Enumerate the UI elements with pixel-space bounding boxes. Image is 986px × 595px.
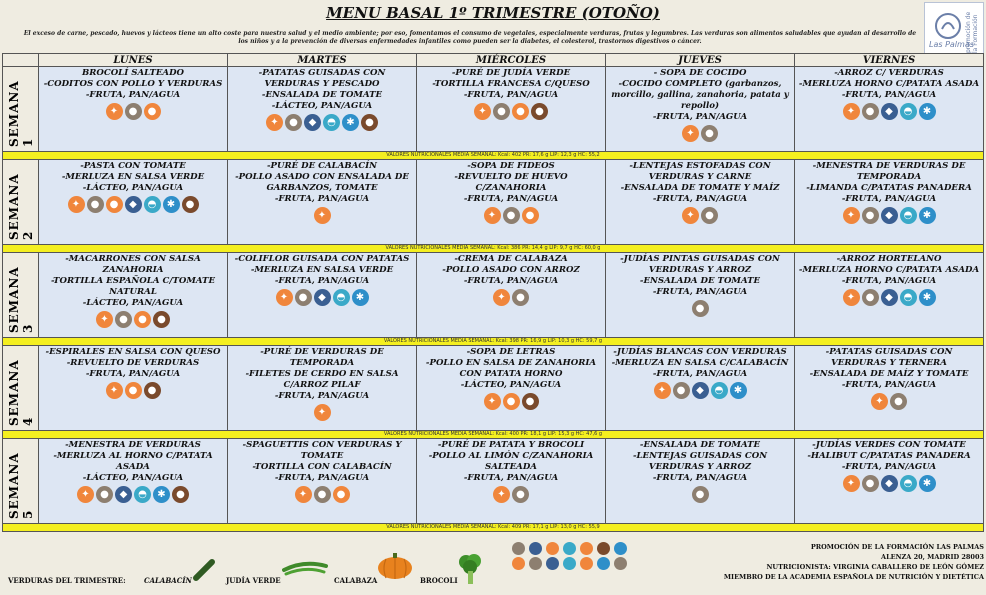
menu-cell <box>606 439 795 524</box>
legume-allergen-icon: ● <box>862 289 879 306</box>
cereal-allergen-icon: ✦ <box>314 207 331 224</box>
cereal-allergen-icon: ✦ <box>484 207 501 224</box>
corner-cell <box>3 54 39 67</box>
crab-allergen-icon: ✱ <box>342 114 359 131</box>
menu-cell <box>228 67 417 152</box>
egg-allergen-icon: ● <box>503 393 520 410</box>
cereal-allergen-icon: ✦ <box>871 393 888 410</box>
egg-allergen-icon: ● <box>333 486 350 503</box>
dish-list: -JUDÍAS BLANCAS CON VERDURAS -MERLUZA EN SALSA C/CALABACÍN -FRUTA, PAN/AGUA <box>611 347 789 379</box>
cereal-allergen-icon: ✦ <box>266 114 283 131</box>
week-label: SEMANA 3 <box>7 266 35 333</box>
allergen-icons <box>417 289 605 306</box>
cereal-allergen-icon: ✦ <box>493 289 510 306</box>
allergen-icons <box>39 382 227 399</box>
fish-allergen-icon: ◆ <box>115 486 132 503</box>
cereal-allergen-icon: ✦ <box>493 486 510 503</box>
dairy-allergen-icon: ● <box>361 114 378 131</box>
allergen-icons <box>606 207 794 224</box>
cereal-allergen-icon: ✦ <box>843 207 860 224</box>
nutrition-values: VALORES NUTRICIONALES MEDIA SEMANAL: Kcal: 398 PR: 16,9 g LIP: 10,3 g HC: 59,7 g <box>3 338 984 346</box>
allergen-icons <box>39 196 227 213</box>
shell-allergen-icon: ◓ <box>900 103 917 120</box>
menu-body <box>3 67 984 532</box>
credit-line: PROMOCIÓN DE LA FORMACIÓN LAS PALMAS <box>810 543 984 551</box>
egg-allergen-icon: ● <box>106 196 123 213</box>
week-label: SEMANA 2 <box>7 173 35 240</box>
day-header: LUNES <box>39 54 228 67</box>
legume-allergen-icon: ● <box>692 300 709 317</box>
menu-cell <box>228 160 417 245</box>
allergen-icons <box>417 393 605 410</box>
week-cell <box>3 160 39 245</box>
dish-list: -PATATAS GUISADAS CON VERDURAS Y PESCADO -ENSALADA DE TOMATE -LÁCTEO, PAN/AGUA <box>258 68 386 111</box>
veg-label: BROCOLI <box>420 576 458 585</box>
cereal-allergen-icon: ✦ <box>77 486 94 503</box>
menu-title: MENU BASAL 1º TRIMESTRE (OTOÑO) <box>326 4 660 22</box>
week-row <box>3 67 984 152</box>
cereal-allergen-icon: ✦ <box>843 103 860 120</box>
legume-allergen-icon: ● <box>503 207 520 224</box>
broccoli-icon <box>456 552 484 586</box>
fish-allergen-icon: ◆ <box>692 382 709 399</box>
shell-allergen-icon: ◓ <box>134 486 151 503</box>
menu-cell <box>606 67 795 152</box>
crab-allergen-icon: ✱ <box>919 289 936 306</box>
egg-allergen-icon: ● <box>134 311 151 328</box>
nutrition-values: VALORES NUTRICIONALES MEDIA SEMANAL: Kcal: 402 PR: 17,6 g LIP: 12,3 g HC: 55,2 <box>3 152 984 160</box>
green-bean-icon <box>282 558 328 578</box>
week-row <box>3 439 984 524</box>
legume-allergen-icon: ● <box>890 393 907 410</box>
cereal-allergen-icon: ✦ <box>96 311 113 328</box>
menu-cell <box>795 67 984 152</box>
menu-cell <box>39 160 228 245</box>
menu-cell <box>417 67 606 152</box>
credit-line: NUTRICIONISTA: VIRGINIA CABALLERO DE LEÓN GÓMEZ <box>766 563 984 571</box>
allergen-icons <box>606 300 794 317</box>
veg-label: CALABACÍN <box>144 576 192 585</box>
legume-allergen-icon: ● <box>285 114 302 131</box>
legume-allergen-icon: ● <box>96 486 113 503</box>
cereal-allergen-icon: ✦ <box>682 125 699 142</box>
dairy-allergen-icon: ● <box>144 382 161 399</box>
shell-allergen-icon: ◓ <box>900 475 917 492</box>
crab-legend-icon <box>597 557 610 570</box>
week-cell <box>3 253 39 338</box>
cereal-allergen-icon: ✦ <box>68 196 85 213</box>
credit-line: ALENZA 20, MADRID 28003 <box>881 553 984 561</box>
allergen-icons <box>228 207 416 224</box>
dish-list: -MACARRONES CON SALSA ZANAHORIA -TORTILLA ESPAÑOLA C/TOMATE NATURAL -LÁCTEO, PAN/AGUA <box>51 254 215 308</box>
cereal-allergen-icon: ✦ <box>276 289 293 306</box>
allergen-icons <box>39 486 227 503</box>
menu-cell <box>39 67 228 152</box>
legume-allergen-icon: ● <box>512 289 529 306</box>
legume-allergen-icon: ● <box>295 289 312 306</box>
allergen-icons <box>228 486 416 503</box>
allergen-icons <box>795 475 983 492</box>
legume-allergen-icon: ● <box>125 103 142 120</box>
allergen-icons <box>795 207 983 224</box>
nutrition-row <box>3 431 984 439</box>
egg-allergen-icon: ● <box>512 103 529 120</box>
cereal-allergen-icon: ✦ <box>682 207 699 224</box>
legume-allergen-icon: ● <box>512 486 529 503</box>
allergen-icons <box>417 486 605 503</box>
dish-list: -SOPA DE LETRAS -POLLO EN SALSA DE ZANAHORIA CON PATATA HORNO -LÁCTEO, PAN/AGUA <box>425 347 597 390</box>
logo-text: promoción de la Formación <box>965 11 979 53</box>
nutrition-values: VALORES NUTRICIONALES MEDIA SEMANAL: Kcal: 400 PR: 18,1 g LIP: 15,3 g HC: 47,6 g <box>3 431 984 439</box>
menu-cell <box>228 439 417 524</box>
fish-allergen-icon: ◆ <box>314 289 331 306</box>
day-header: VIERNES <box>795 54 984 67</box>
dairy-allergen-icon: ● <box>172 486 189 503</box>
dish-list: -ARROZ C/ VERDURAS -MERLUZA HORNO C/PATATA ASADA -FRUTA, PAN/AGUA <box>798 68 980 100</box>
legume-allergen-icon: ● <box>493 103 510 120</box>
dish-list: -ENSALADA DE TOMATE -LENTEJAS GUISADAS CON VERDURAS Y ARROZ -FRUTA, PAN/AGUA <box>632 440 768 483</box>
cereal-allergen-icon: ✦ <box>843 289 860 306</box>
zucchini-icon <box>192 556 218 582</box>
cereal-allergen-icon: ✦ <box>106 103 123 120</box>
day-header: MARTES <box>228 54 417 67</box>
crab-allergen-icon: ✱ <box>352 289 369 306</box>
week-label: SEMANA 4 <box>7 359 35 426</box>
dairy-allergen-icon: ● <box>531 103 548 120</box>
egg-allergen-icon: ● <box>125 382 142 399</box>
day-header: MIÉRCOLES <box>417 54 606 67</box>
legume-legend-icon <box>529 557 542 570</box>
cereal-legend-icon <box>546 542 559 555</box>
allergen-icons <box>228 114 416 131</box>
fish-allergen-icon: ◆ <box>125 196 142 213</box>
week-label: SEMANA 5 <box>7 452 35 519</box>
nutrition-row <box>3 245 984 253</box>
logo-mark: Las Palmas <box>929 40 974 49</box>
dish-list: -MENESTRA DE VERDURAS DE TEMPORADA -LIMANDA C/PATATAS PANADERA -FRUTA, PAN/AGUA <box>806 161 972 204</box>
crab-legend-icon <box>614 542 627 555</box>
fish-allergen-icon: ◆ <box>881 289 898 306</box>
allergen-legend <box>512 542 632 570</box>
dish-list: -ARROZ HORTELANO -MERLUZA HORNO C/PATATA ASADA -FRUTA, PAN/AGUA <box>798 254 980 286</box>
legume-allergen-icon: ● <box>862 103 879 120</box>
shell-allergen-icon: ◓ <box>711 382 728 399</box>
shell-allergen-icon: ◓ <box>323 114 340 131</box>
menu-cell <box>417 160 606 245</box>
logo <box>924 2 984 54</box>
menu-cell <box>39 439 228 524</box>
cereal-allergen-icon: ✦ <box>295 486 312 503</box>
allergen-icons <box>417 103 605 120</box>
dish-list: -MENESTRA DE VERDURAS -MERLUZA AL HORNO C/PATATA ASADA -LÁCTEO, PAN/AGUA <box>53 440 213 483</box>
dairy-legend-icon <box>597 542 610 555</box>
nutrition-row <box>3 152 984 160</box>
week-row <box>3 253 984 338</box>
day-header: JUEVES <box>606 54 795 67</box>
menu-cell <box>795 253 984 338</box>
menu-cell <box>606 253 795 338</box>
crab-allergen-icon: ✱ <box>919 103 936 120</box>
shell-allergen-icon: ◓ <box>144 196 161 213</box>
week-label: SEMANA 1 <box>7 80 35 147</box>
week-cell <box>3 439 39 524</box>
cereal-allergen-icon: ✦ <box>843 475 860 492</box>
veg-label: CALABAZA <box>334 576 378 585</box>
allergen-icons <box>606 382 794 399</box>
dairy-allergen-icon: ● <box>153 311 170 328</box>
legume-legend-icon <box>614 557 627 570</box>
dairy-allergen-icon: ● <box>522 393 539 410</box>
legume-allergen-icon: ● <box>115 311 132 328</box>
dish-list: -JUDÍAS VERDES CON TOMATE -HALIBUT C/PATATAS PANADERA -FRUTA, PAN/AGUA <box>807 440 971 472</box>
shell-legend-icon <box>563 557 576 570</box>
menu-cell <box>417 439 606 524</box>
cereal-allergen-icon: ✦ <box>106 382 123 399</box>
dish-list: -SOPA DE FIDEOS -REVUELTO DE HUEVO C/ZANAHORIA -FRUTA, PAN/AGUA <box>454 161 568 204</box>
cereal-allergen-icon: ✦ <box>654 382 671 399</box>
nutrition-row <box>3 338 984 346</box>
dish-list: -PURÉ DE VERDURAS DE TEMPORADA -FILETES DE CERDO EN SALSA C/ARROZ PILAF -FRUTA, PAN/AGUA <box>245 347 399 401</box>
menu-cell <box>795 439 984 524</box>
fish-legend-icon <box>546 557 559 570</box>
dish-list: -CREMA DE CALABAZA -POLLO ASADO CON ARROZ -FRUTA, PAN/AGUA <box>442 254 580 286</box>
credit-line: MIEMBRO DE LA ACADEMIA ESPAÑOLA DE NUTRICIÓN Y DIETÉTICA <box>723 573 984 581</box>
dish-list: -PURÉ DE JUDÍA VERDE -TORTILLA FRANCESA C/QUESO -FRUTA, PAN/AGUA <box>432 68 590 100</box>
allergen-icons <box>606 486 794 503</box>
week-row <box>3 346 984 431</box>
pumpkin-icon <box>376 552 414 580</box>
dish-list: BROCOLÍ SALTEADO -CODITOS CON POLLO Y VERDURAS -FRUTA, PAN/AGUA <box>43 68 223 100</box>
nutrition-row <box>3 524 984 532</box>
legume-allergen-icon: ● <box>862 475 879 492</box>
menu-cell <box>417 346 606 431</box>
menu-cell <box>795 160 984 245</box>
dish-list: -PASTA CON TOMATE -MERLUZA EN SALSA VERDE -LÁCTEO, PAN/AGUA <box>61 161 205 193</box>
menu-cell <box>417 253 606 338</box>
crab-allergen-icon: ✱ <box>919 475 936 492</box>
allergen-icons <box>795 393 983 410</box>
allergen-icons <box>228 404 416 421</box>
menu-cell <box>606 160 795 245</box>
dish-list: -PURÉ DE PATATA Y BROCOLI -POLLO AL LIMÓN C/ZANAHORIA SALTEADA -FRUTA, PAN/AGUA <box>428 440 594 483</box>
footer <box>0 538 986 595</box>
legume-allergen-icon: ● <box>701 207 718 224</box>
legume-allergen-icon: ● <box>701 125 718 142</box>
trimester-label: VERDURAS DEL TRIMESTRE: <box>8 576 126 585</box>
allergen-icons <box>795 289 983 306</box>
crab-allergen-icon: ✱ <box>730 382 747 399</box>
allergen-icons <box>417 207 605 224</box>
dish-list: -COLIFLOR GUISADA CON PATATAS -MERLUZA EN SALSA VERDE -FRUTA, PAN/AGUA <box>234 254 410 286</box>
legume-allergen-icon: ● <box>692 486 709 503</box>
dish-list: -JUDÍAS PINTAS GUISADAS CON VERDURAS Y ARROZ -ENSALADA DE TOMATE -FRUTA, PAN/AGUA <box>620 254 780 297</box>
day-header-row <box>3 54 984 67</box>
egg-allergen-icon: ● <box>144 103 161 120</box>
week-cell <box>3 67 39 152</box>
shell-legend-icon <box>563 542 576 555</box>
legume-allergen-icon: ● <box>673 382 690 399</box>
dish-list: -PURÉ DE CALABACÍN -POLLO ASADO CON ENSALADA DE GARBANZOS, TOMATE -FRUTA, PAN/AGUA <box>235 161 409 204</box>
veg-label: JUDÍA VERDE <box>226 576 281 585</box>
shell-allergen-icon: ◓ <box>900 207 917 224</box>
shell-allergen-icon: ◓ <box>333 289 350 306</box>
menu-cell <box>606 346 795 431</box>
legume-allergen-icon: ● <box>862 207 879 224</box>
fish-legend-icon <box>529 542 542 555</box>
credits <box>660 542 984 582</box>
allergen-icons <box>39 311 227 328</box>
week-row <box>3 160 984 245</box>
intro-text: El exceso de carne, pescado, huevos y lácteos tiene un alto coste para nuestra salud y el medio ambiente; por eso, fomentamos el consumo de vegetales, especialmente verduras, frutas y legumbres. Las verduras son alimentos saludables que ayudan al desarrollo de los niños y a la prevención de diversas enfermedades infantiles como pueden ser la diabetes, el colesterol, trastornos digestivos o cáncer. <box>23 30 917 45</box>
nutrition-values: VALORES NUTRICIONALES MEDIA SEMANAL: Kcal: 409 PR: 17,1 g LIP: 13,0 g HC: 55,9 <box>3 524 984 532</box>
dish-list: -SPAGUETTIS CON VERDURAS Y TOMATE -TORTILLA CON CALABACÍN -FRUTA, PAN/AGUA <box>242 440 402 483</box>
crab-allergen-icon: ✱ <box>919 207 936 224</box>
fish-allergen-icon: ◆ <box>881 475 898 492</box>
fish-allergen-icon: ◆ <box>304 114 321 131</box>
nutrition-values: VALORES NUTRICIONALES MEDIA SEMANAL: Kcal: 386 PR: 14,4 g LIP: 9,7 g HC: 60,0 g <box>3 245 984 253</box>
dish-list: -PATATAS GUISADAS CON VERDURAS Y TERNERA -ENSALADA DE MAÍZ Y TOMATE -FRUTA, PAN/AGUA <box>809 347 969 390</box>
menu-cell <box>795 346 984 431</box>
legume-allergen-icon: ● <box>87 196 104 213</box>
allergen-icons <box>606 125 794 142</box>
allergen-icons <box>39 103 227 120</box>
logo-icon <box>933 11 963 41</box>
egg-allergen-icon: ● <box>522 207 539 224</box>
menu-cell <box>228 346 417 431</box>
allergen-icons <box>228 289 416 306</box>
fish-allergen-icon: ◆ <box>881 207 898 224</box>
menu-table <box>2 53 984 532</box>
cereal-allergen-icon: ✦ <box>484 393 501 410</box>
crab-allergen-icon: ✱ <box>153 486 170 503</box>
shell-allergen-icon: ◓ <box>900 289 917 306</box>
egg-legend-icon <box>580 542 593 555</box>
dish-list: -LENTEJAS ESTOFADAS CON VERDURAS Y CARNE -ENSALADA DE TOMATE Y MAÍZ -FRUTA, PAN/AGUA <box>620 161 780 204</box>
dish-list: - SOPA DE COCIDO -COCIDO COMPLETO (garbanzos, morcillo, gallina, zanahoria, patata y repollo) -FRUTA, PAN/AGUA <box>611 68 789 122</box>
egg-legend-icon <box>580 557 593 570</box>
menu-cell <box>39 253 228 338</box>
crab-allergen-icon: ✱ <box>163 196 180 213</box>
legume-allergen-icon: ● <box>314 486 331 503</box>
dairy-allergen-icon: ● <box>182 196 199 213</box>
legume-legend-icon <box>512 542 525 555</box>
menu-cell <box>39 346 228 431</box>
menu-cell <box>228 253 417 338</box>
fish-allergen-icon: ◆ <box>881 103 898 120</box>
week-cell <box>3 346 39 431</box>
allergen-icons <box>795 103 983 120</box>
cereal-allergen-icon: ✦ <box>474 103 491 120</box>
cereal-allergen-icon: ✦ <box>314 404 331 421</box>
dish-list: -ESPIRALES EN SALSA CON QUESO -REVUELTO DE VERDURAS -FRUTA, PAN/AGUA <box>45 347 221 379</box>
cereal-legend-icon <box>512 557 525 570</box>
